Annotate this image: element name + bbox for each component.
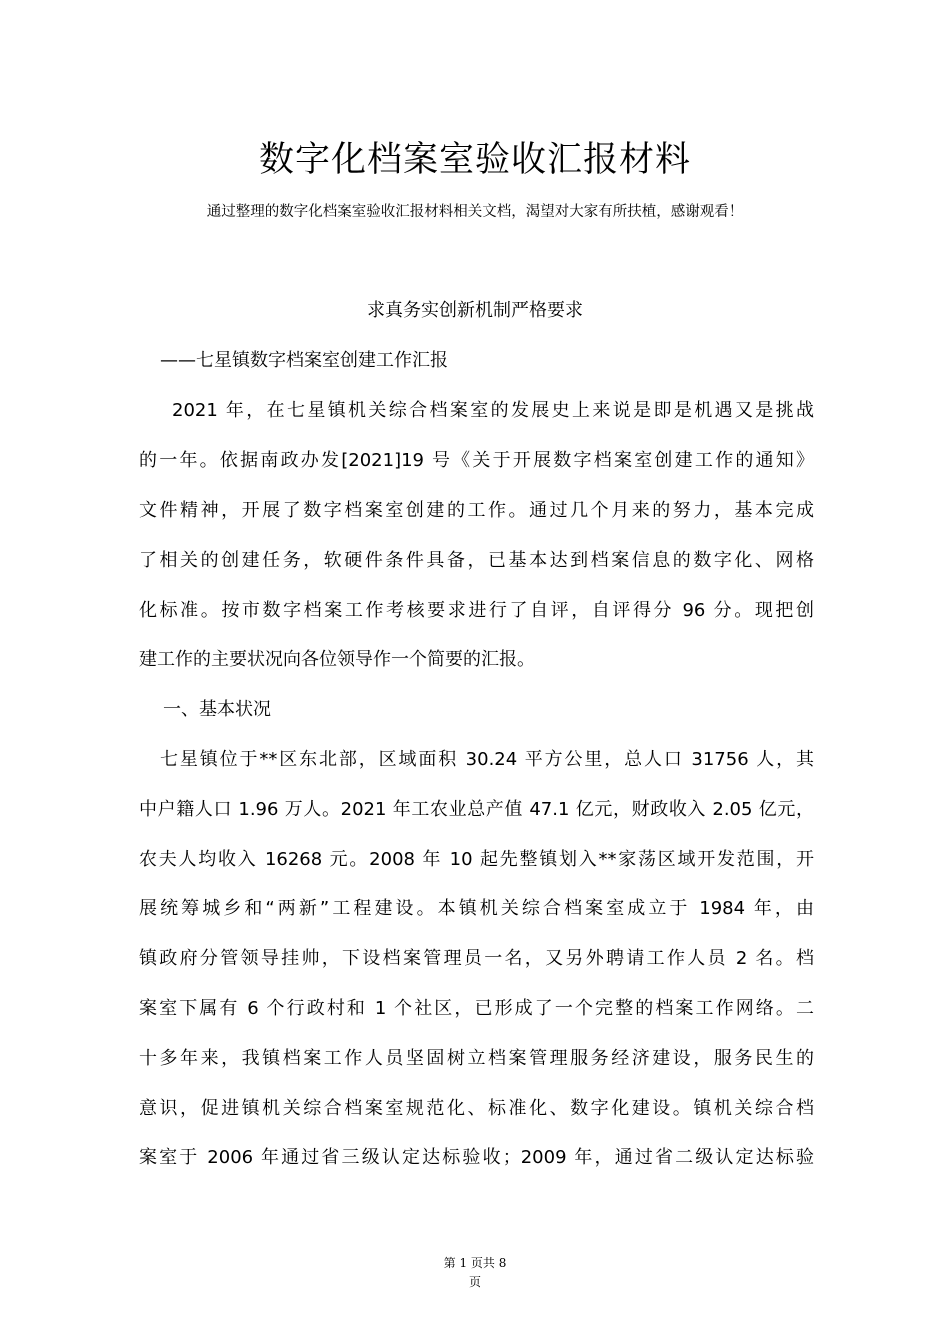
page-number-line1: 第 1 页共 8 (443, 1256, 507, 1270)
paragraph-line: 案室于 2006 年通过省三级认定达标验收；2009 年，通过省二级认定达标验 (139, 1147, 814, 1168)
report-heading: 求真务实创新机制严格要求 (367, 300, 583, 321)
paragraph-line: 农夫人均收入 16268 元。2008 年 10 起先整镇划入**家荡区域开发范围，开 (139, 849, 814, 870)
paragraph-line: 了相关的创建任务，软硬件条件具备，已基本达到档案信息的数字化、网格 (139, 550, 814, 571)
document-title: 数字化档案室验收汇报材料 (258, 140, 691, 180)
page-number-line2: 页 (468, 1275, 481, 1289)
paragraph-line: 七星镇位于**区东北部，区域面积 30.24 平方公里，总人口 31756 人，其 (160, 749, 814, 770)
paragraph-line: 文件精神，开展了数字档案室创建的工作。通过几个月来的努力，基本完成 (139, 500, 814, 521)
paragraph-line: 镇政府分管领导挂帅，下设档案管理员一名，又另外聘请工作人员 2 名。档 (139, 948, 814, 969)
paragraph-line: 的一年。依据南政办发[2021]19 号《关于开展数字档案室创建工作的通知》 (139, 450, 814, 471)
paragraph-line: 展统筹城乡和“两新”工程建设。本镇机关综合档案室成立于 1984 年，由 (139, 898, 814, 919)
report-subheading: ——七星镇数字档案室创建工作汇报 (160, 350, 448, 371)
section-heading: 一、基本状况 (163, 699, 271, 720)
page-footer (0, 1254, 950, 1292)
paragraph-line: 2021 年，在七星镇机关综合档案室的发展史上来说是即是机遇又是挑战 (172, 400, 814, 421)
paragraph-line: 建工作的主要状况向各位领导作一个简要的汇报。 (139, 649, 535, 670)
paragraph-line: 意识，促进镇机关综合档案室规范化、标准化、数字化建设。镇机关综合档 (139, 1098, 814, 1119)
paragraph-line: 化标准。按市数字档案工作考核要求进行了自评，自评得分 96 分。现把创 (139, 600, 814, 621)
paragraph-line: 案室下属有 6 个行政村和 1 个社区，已形成了一个完整的档案工作网络。二 (139, 998, 814, 1019)
paragraph-line: 中户籍人口 1.96 万人。2021 年工农业总产值 47.1 亿元，财政收入 2.05 亿元， (139, 799, 814, 820)
paragraph-line: 十多年来，我镇档案工作人员坚固树立档案管理服务经济建设，服务民生的 (139, 1048, 814, 1069)
document-intro: 通过整理的数字化档案室验收汇报材料相关文档，渴望对大家有所扶植，感谢观看！ (206, 204, 744, 220)
